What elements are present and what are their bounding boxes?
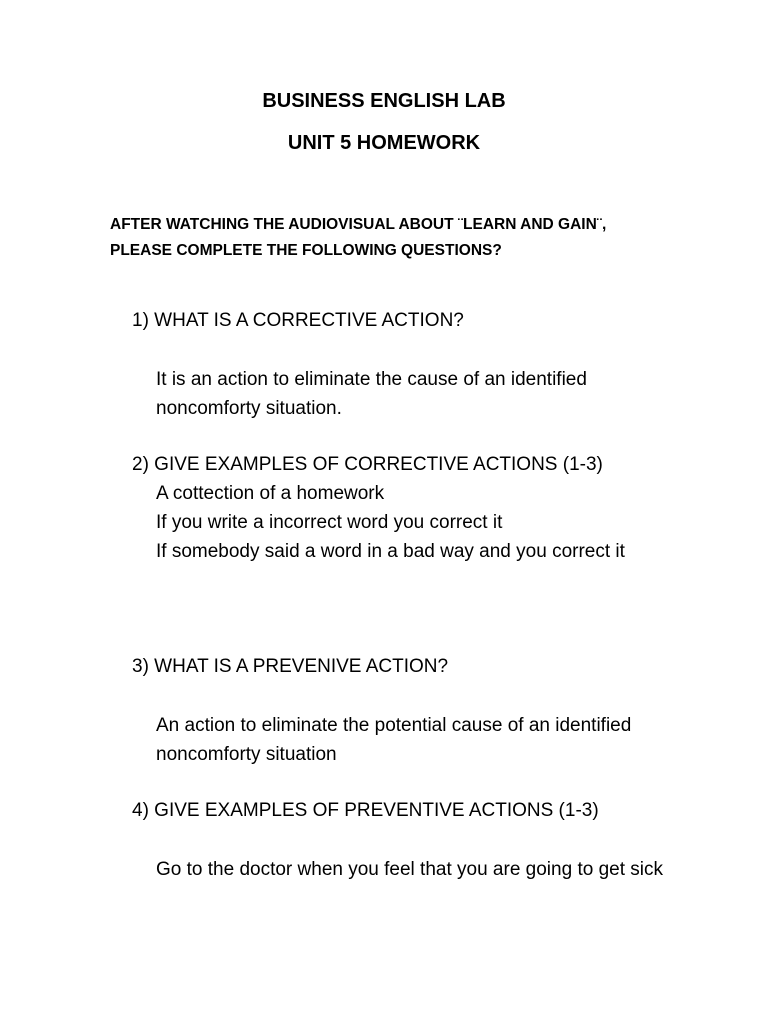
answer-4: Go to the doctor when you feel that you are going to get sick [156, 859, 663, 880]
answer-2-line-2: If you write a incorrect word you correct it [156, 512, 503, 533]
answer-2-line-3: If somebody said a word in a bad way and you correct it [156, 541, 625, 562]
answer-1: It is an action to eliminate the cause of an identified noncomforty situation. [156, 369, 587, 419]
answer-3: An action to eliminate the potential cause of an identified noncomforty situation [156, 715, 632, 765]
document-subtitle: UNIT 5 HOMEWORK [287, 132, 481, 154]
instructions-text: AFTER WATCHING THE AUDIOVISUAL ABOUT ¨LEARN AND GAIN¨, PLEASE COMPLETE THE FOLLOWING QUESTIONS? [110, 216, 607, 259]
question-3: 3) WHAT IS A PREVENIVE ACTION? [132, 656, 449, 677]
question-2: 2) GIVE EXAMPLES OF CORRECTIVE ACTIONS (1-3) [132, 454, 603, 475]
answer-2 [156, 479, 676, 566]
answer-2-line-1: A cottection of a homework [156, 483, 385, 504]
document-title: BUSINESS ENGLISH LAB [262, 90, 506, 112]
question-4: 4) GIVE EXAMPLES OF PREVENTIVE ACTIONS (1-3) [132, 800, 599, 821]
question-1: 1) WHAT IS A CORRECTIVE ACTION? [132, 310, 464, 331]
